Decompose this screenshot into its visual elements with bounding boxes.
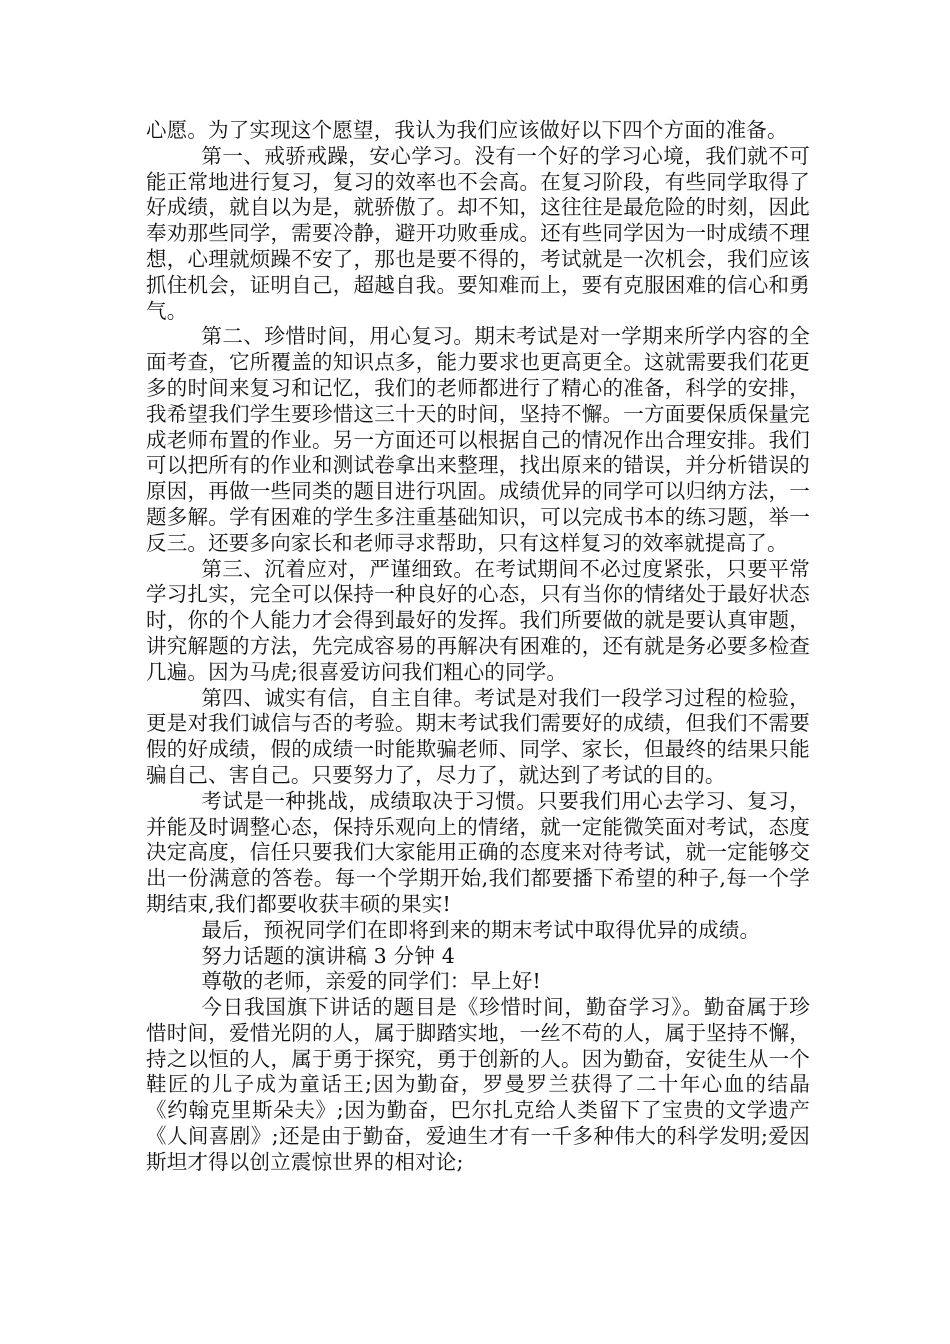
paragraph: 第三、沉着应对，严谨细致。在考试期间不必过度紧张，只要平常学习扎实，完全可以保持一种良好的心态，只有当你的情绪处于最好状态时，你的个人能力才会得到最好的发挥。我们所要做的就是要认真审题，讲究解题的方法，先完成容易的再解决有困难的，还有就是务必要多检查几遍。因为马虎;很喜爱访问我们粗心的同学。 bbox=[146, 556, 810, 684]
paragraph: 今日我国旗下讲话的题目是《珍惜时间，勤奋学习》。勤奋属于珍惜时间，爱惜光阴的人，属于脚踏实地，一丝不苟的人，属于坚持不懈，持之以恒的人，属于勇于探究，勇于创新的人。因为勤奋，安徒生从一个鞋匠的儿子成为童话王;因为勤奋，罗曼罗兰获得了二十年心血的结晶《约翰克里斯朵夫》;因为勤奋，巴尔扎克给人类留下了宝贵的文学遗产《人间喜剧》;还是由于勤奋，爱迪生才有一千多种伟大的科学发明;爱因斯坦才得以创立震惊世界的相对论; bbox=[146, 995, 810, 1174]
paragraph: 第二、珍惜时间，用心复习。期末考试是对一学期来所学内容的全面考查，它所覆盖的知识点多，能力要求也更高更全。这就需要我们花更多的时间来复习和记忆，我们的老师都进行了精心的准备，科学的安排，我希望我们学生要珍惜这三十天的时间，坚持不懈。一方面要保质保量完成老师布置的作业。另一方面还可以根据自己的情况作出合理安排。我们可以把所有的作业和测试卷拿出来整理，找出原来的错误，并分析错误的原因，再做一些同类的题目进行巩固。成绩优异的同学可以归纳方法，一题多解。学有困难的学生多注重基础知识，可以完成书本的练习题，举一反三。还要多向家长和老师寻求帮助，只有这样复习的效率就提高了。 bbox=[146, 324, 810, 555]
paragraph: 第一、戒骄戒躁，安心学习。没有一个好的学习心境，我们就不可能正常地进行复习，复习的效率也不会高。在复习阶段，有些同学取得了好成绩，就自以为是，就骄傲了。却不知，这往往是最危险的时刻，因此奉劝那些同学，需要冷静，避开功败垂成。还有些同学因为一时成绩不理想，心理就烦躁不安了，那也是要不得的，考试就是一次机会，我们应该抓住机会，证明自己，超越自我。要知难而上，要有克服困难的信心和勇气。 bbox=[146, 143, 810, 323]
paragraph: 考试是一种挑战，成绩取决于习惯。只要我们用心去学习、复习，并能及时调整心态，保持乐观向上的情绪，就一定能微笑面对考试，态度决定高度，信任只要我们大家能用正确的态度来对待考试，就一定能够交出一份满意的答卷。每一个学期开始,我们都要播下希望的种子,每一个学期结束,我们都要收获丰硕的果实! bbox=[146, 788, 810, 916]
section-heading: 努力话题的演讲稿 3 分钟 4 bbox=[201, 943, 455, 968]
paragraph: 心愿。为了实现这个愿望，我认为我们应该做好以下四个方面的准备。 bbox=[146, 118, 788, 142]
document-body bbox=[146, 118, 810, 1176]
salutation: 尊敬的老师，亲爱的同学们：早上好! bbox=[201, 969, 541, 994]
paragraph: 最后，预祝同学们在即将到来的期末考试中取得优异的成绩。 bbox=[201, 917, 761, 942]
paragraph: 第四、诚实有信，自主自律。考试是对我们一段学习过程的检验，更是对我们诚信与否的考验。期末考试我们需要好的成绩，但我们不需要假的好成绩，假的成绩一时能欺骗老师、同学、家长，但最终的结果只能骗自己、害自己。只要努力了，尽力了，就达到了考试的目的。 bbox=[146, 685, 810, 787]
